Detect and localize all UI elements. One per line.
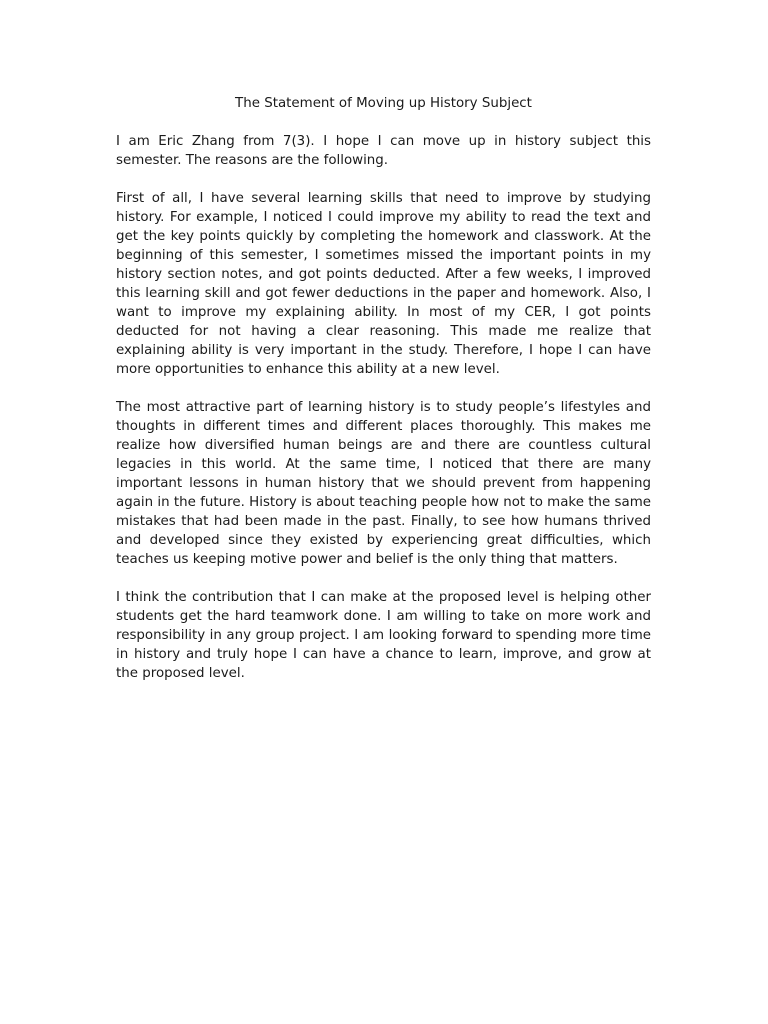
document-title: The Statement of Moving up History Subject [235,96,532,111]
paragraph-attractive-part: The most attractive part of learning history is to study people’s lifestyles and thoughts in different times and different places thoroughly. This makes me realize how diversified human beings are and there are countless cultural legacies in this world. At the same time, I noticed that there are many important lessons in human history that we should prevent from happening again in the future. History is about teaching people how not to make the same mistakes that had been made in the past. Finally, to see how humans thrived and developed since they existed by experiencing great difficulties, which teaches us keeping motive power and belief is the only thing that matters. [116,400,651,567]
paragraph-learning-skills: First of all, I have several learning skills that need to improve by studying history. For example, I noticed I could improve my ability to read the text and get the key points quickly by completing the homework and classwork. At the beginning of this semester, I sometimes missed the important points in my history section notes, and got points deducted. After a few weeks, I improved this learning skill and got fewer deductions in the paper and homework. Also, I want to improve my explaining ability. In most of my CER, I got points deducted for not having a clear reasoning. This made me realize that explaining ability is very important in the study. Therefore, I hope I can have more opportunities to enhance this ability at a new level. [116,191,651,377]
document-body [116,94,651,702]
paragraph-contribution: I think the contribution that I can make at the proposed level is helping other students get the hard teamwork done. I am willing to take on more work and responsibility in any group project. I am looking forward to spending more time in history and truly hope I can have a chance to learn, improve, and grow at the proposed level. [116,590,651,681]
paragraph-intro: I am Eric Zhang from 7(3). I hope I can move up in history subject this semester. The reasons are the following. [116,134,651,168]
